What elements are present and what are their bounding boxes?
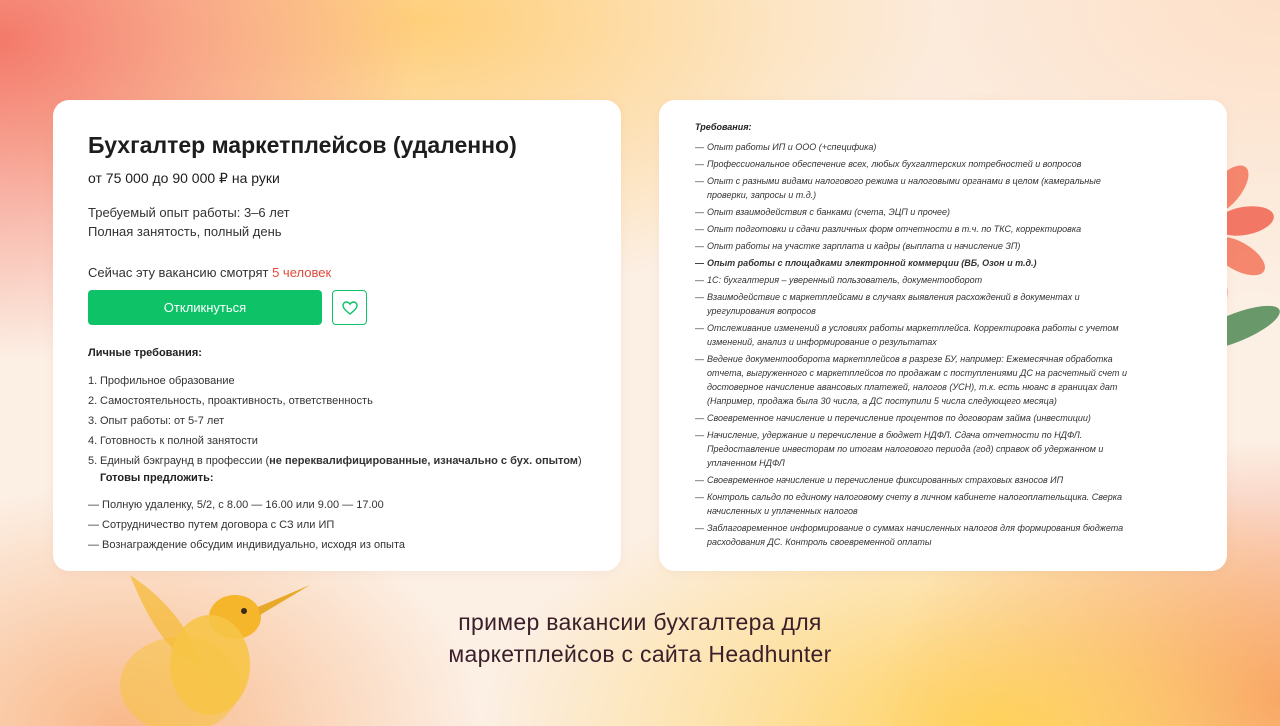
requirement-item bbox=[695, 174, 1135, 202]
requirement-text: Опыт работы на участке зарплата и кадры (выплата и начисление ЗП) bbox=[707, 241, 1021, 251]
requirements-card bbox=[659, 100, 1227, 571]
requirement-text: Ведение документооборота маркетплейсов в разрезе БУ, например: Ежемесячная обработка отчета, выгруженного с маркетплейсов по продажам с поступлениями ДС на расчетный счет и достоверное начисление авансовых платежей, налогов (УСН), т.к. есть нюанс в границах дат (Например, продажа была 30 числа, а ДС поступили 5 числа следующего месяца) bbox=[707, 354, 1127, 406]
requirement-item bbox=[695, 140, 1135, 154]
requirement-item bbox=[695, 157, 1135, 171]
list-item: — Вознаграждение обсудим индивидуально, исходя из опыта bbox=[88, 539, 405, 551]
list-item bbox=[88, 434, 586, 448]
requirement-text: Начисление, удержание и перечисление в бюджет НДФЛ. Сдача отчетности по НДФЛ. Предоставление инвесторам по итогам налогового периода (год) справок об удержанном и уплаченном НДФЛ bbox=[707, 430, 1104, 468]
heart-icon bbox=[342, 301, 358, 315]
item-text: Самостоятельность, проактивность, ответственность bbox=[100, 395, 373, 407]
dash: — bbox=[695, 258, 704, 268]
requirement-text: Опыт работы ИП и ООО (+специфика) bbox=[707, 142, 877, 152]
dash: — bbox=[695, 224, 704, 234]
requirement-item bbox=[695, 490, 1135, 518]
list-item bbox=[88, 374, 586, 388]
list-item: — Полную удаленку, 5/2, с 8.00 — 16.00 или 9.00 — 17.00 bbox=[88, 499, 384, 511]
requirement-item bbox=[695, 521, 1135, 549]
requirements-title: Требования: bbox=[695, 122, 752, 132]
item-number: 3. bbox=[88, 415, 98, 427]
item-text-pre: Единый бэкграунд в профессии ( bbox=[100, 455, 270, 467]
dash: — bbox=[695, 492, 704, 502]
requirement-text: Опыт работы с площадками электронной коммерции (ВБ, Озон и т.д.) bbox=[707, 258, 1037, 268]
item-text-post: ) bbox=[577, 455, 582, 467]
personal-requirements-title: Личные требования: bbox=[88, 347, 202, 359]
dash: — bbox=[695, 275, 704, 285]
viewers-text: Сейчас эту вакансию смотрят bbox=[88, 265, 273, 280]
dash: — bbox=[695, 413, 704, 423]
favorite-button[interactable] bbox=[332, 290, 367, 325]
dash: — bbox=[695, 292, 704, 302]
dash: — bbox=[695, 523, 704, 533]
dash: — bbox=[695, 354, 704, 364]
requirement-text: Контроль сальдо по единому налоговому счету в личном кабинете налогоплательщика. Сверка начисленных и уплаченных налогов bbox=[707, 492, 1123, 516]
dash: — bbox=[695, 430, 704, 440]
viewers-info bbox=[88, 265, 586, 280]
requirement-item bbox=[695, 473, 1135, 487]
requirement-item bbox=[695, 239, 1135, 253]
requirement-item bbox=[695, 222, 1135, 236]
caption-line-2: маркетплейсов с сайта Headhunter bbox=[448, 641, 832, 667]
action-row bbox=[88, 290, 586, 325]
offer-title: Готовы предложить: bbox=[100, 472, 214, 484]
respond-button[interactable]: Откликнуться bbox=[88, 290, 322, 325]
requirement-item bbox=[695, 321, 1135, 349]
requirement-item bbox=[695, 273, 1135, 287]
list-item bbox=[88, 394, 586, 408]
dash: — bbox=[695, 207, 704, 217]
viewers-count: 5 человек bbox=[272, 265, 332, 280]
requirement-text: Профессиональное обеспечение всех, любых бухгалтерских потребностей и вопросов bbox=[707, 159, 1082, 169]
personal-requirements-list bbox=[88, 374, 586, 468]
dash: — bbox=[695, 176, 704, 186]
list-item bbox=[88, 454, 586, 468]
item-number: 2. bbox=[88, 395, 98, 407]
employment-type: Полная занятость, полный день bbox=[88, 224, 282, 239]
requirement-item bbox=[695, 205, 1135, 219]
requirement-text: 1С: бухгалтерия – уверенный пользователь, документооборот bbox=[707, 275, 983, 285]
experience-requirement: Требуемый опыт работы: 3–6 лет bbox=[88, 205, 290, 220]
requirement-text: Опыт подготовки и сдачи различных форм отчетности в т.ч. по ТКС, корректировка bbox=[707, 224, 1082, 234]
dash: — bbox=[695, 142, 704, 152]
requirements-list bbox=[695, 140, 1191, 549]
requirement-text: Отслеживание изменений в условиях работы маркетплейса. Корректировка работы с учетом изменений, анализ и информирование о результатах bbox=[707, 323, 1119, 347]
dash: — bbox=[695, 475, 704, 485]
requirement-text: Заблаговременное информирование о суммах начисленных налогов для формирования бюджета расходования ДС. Контроль своевременной оплаты bbox=[707, 523, 1124, 547]
list-item: — Сотрудничество путем договора с СЗ или ИП bbox=[88, 519, 335, 531]
offers-list bbox=[88, 498, 586, 552]
requirement-text: Своевременное начисление и перечисление процентов по договорам займа (инвестиции) bbox=[707, 413, 1091, 423]
requirement-item bbox=[695, 256, 1135, 270]
requirement-text: Своевременное начисление и перечисление фиксированных страховых взносов ИП bbox=[707, 475, 1064, 485]
item-text: Профильное образование bbox=[100, 375, 235, 387]
dash: — bbox=[695, 323, 704, 333]
vacancy-card bbox=[53, 100, 621, 571]
job-title: Бухгалтер маркетплейсов (удаленно) bbox=[88, 132, 517, 158]
requirement-item bbox=[695, 352, 1135, 408]
item-text bbox=[100, 454, 582, 468]
dash: — bbox=[695, 241, 704, 251]
item-text: Опыт работы: от 5-7 лет bbox=[100, 415, 225, 427]
caption bbox=[380, 606, 900, 670]
item-text: Готовность к полной занятости bbox=[100, 435, 258, 447]
requirement-text: Опыт взаимодействия с банками (счета, ЭЦП и прочее) bbox=[707, 207, 950, 217]
hummingbird-illustration bbox=[70, 555, 320, 726]
item-number: 1. bbox=[88, 375, 98, 387]
item-number: 5. bbox=[88, 455, 98, 467]
requirement-text: Взаимодействие с маркетплейсами в случаях выявления расхождений в документах и урегулирования вопросов bbox=[707, 292, 1080, 316]
requirement-item bbox=[695, 411, 1135, 425]
dash: — bbox=[695, 159, 704, 169]
requirement-text: Опыт с разными видами налогового режима и налоговыми органами в целом (камеральные проверки, запросы и т.д.) bbox=[707, 176, 1101, 200]
item-number: 4. bbox=[88, 435, 98, 447]
caption-line-1: пример вакансии бухгалтера для bbox=[458, 609, 822, 635]
item-text-bold: не переквалифицированные, изначально с бух. опытом bbox=[269, 455, 578, 467]
requirement-item bbox=[695, 290, 1135, 318]
requirement-item bbox=[695, 428, 1135, 470]
salary: от 75 000 до 90 000 ₽ на руки bbox=[88, 170, 280, 186]
list-item bbox=[88, 414, 586, 428]
